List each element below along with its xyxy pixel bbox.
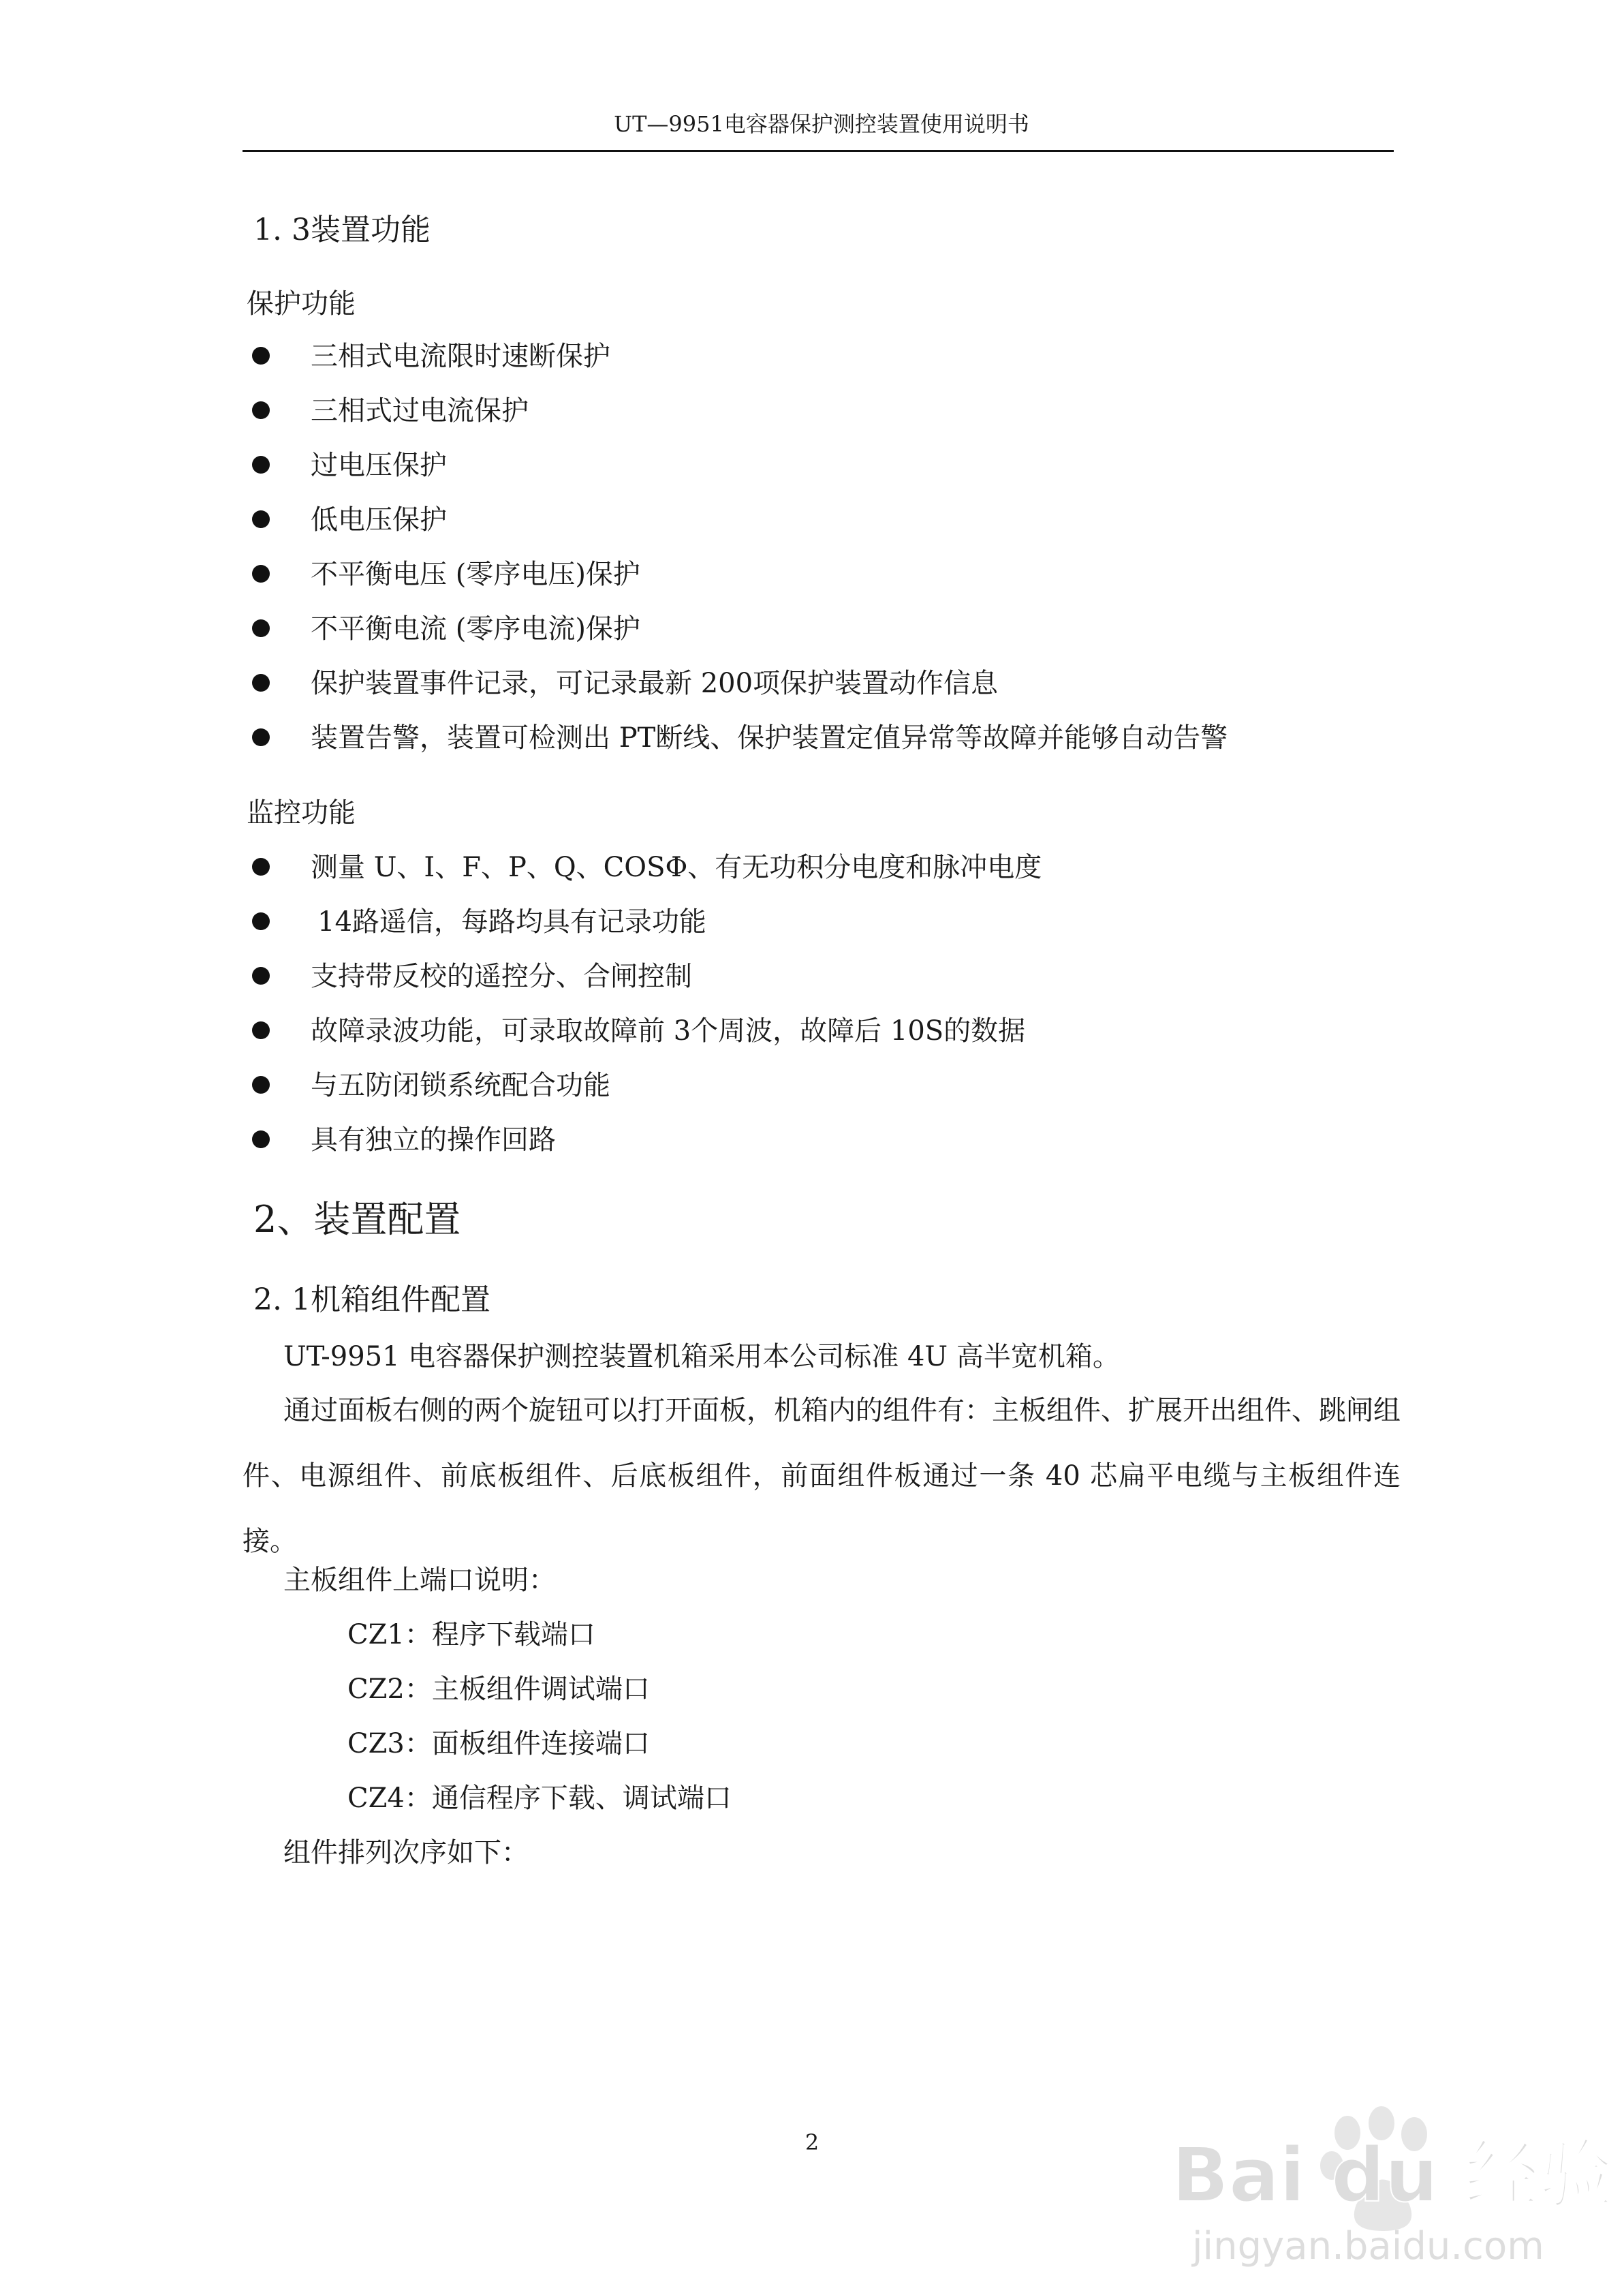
- bullet-icon: [252, 510, 270, 528]
- list-item: 具有独立的操作回路: [311, 1122, 556, 1158]
- list-item: 保护装置事件记录，可记录最新 200项保护装置动作信息: [311, 666, 998, 701]
- section-1-3-heading: 1. 3装置功能: [253, 213, 431, 247]
- bullet-icon: [252, 912, 270, 930]
- list-item: 过电压保护: [311, 448, 447, 483]
- bullet-icon: [252, 858, 270, 876]
- port-item: CZ3：面板组件连接端口: [347, 1728, 650, 1759]
- paragraph: UT-9951 电容器保护测控装置机箱采用本公司标准 4U 高半宽机箱。: [283, 1341, 1120, 1372]
- list-item: 三相式电流限时速断保护: [311, 339, 610, 374]
- list-item: 支持带反校的遥控分、合闸控制: [311, 959, 692, 994]
- monitoring-title: 监控功能: [247, 797, 356, 829]
- list-item: 测量 U、I、F、P、Q、COSΦ、有无功积分电度和脉冲电度: [311, 850, 1042, 885]
- paragraph: 通过面板右侧的两个旋钮可以打开面板，机箱内的组件有：主板组件、扩展开出组件、跳闸组件、电源组件、前底板组件、后底板组件，前面组件板通过一条 40 芯扁平电缆与主板组件连接。: [243, 1395, 1401, 1557]
- list-item: 三相式过电流保护: [311, 393, 529, 429]
- list-item: 故障录波功能，可录取故障前 3个周波，故障后 10S的数据: [311, 1013, 1025, 1049]
- bullet-icon: [252, 728, 270, 746]
- bullet-icon: [252, 1021, 270, 1039]
- section-2-1-heading: 2. 1机箱组件配置: [253, 1282, 490, 1317]
- bullet-icon: [252, 674, 270, 692]
- list-item: 与五防闭锁系统配合功能: [311, 1068, 610, 1103]
- port-item: CZ4：通信程序下载、调试端口: [347, 1783, 732, 1814]
- list-item: 14路遥信，每路均具有记录功能: [317, 904, 706, 940]
- bullet-icon: [252, 347, 270, 365]
- list-item: 不平衡电流 (零序电流)保护: [311, 611, 640, 647]
- header-rule: [243, 150, 1394, 152]
- bullet-icon: [252, 565, 270, 583]
- watermark-url: jingyan.baidu.com: [1192, 2224, 1544, 2268]
- ports-title: 主板组件上端口说明：: [283, 1565, 556, 1596]
- bullet-icon: [252, 401, 270, 419]
- port-item: CZ2：主板组件调试端口: [347, 1674, 650, 1705]
- page-number: 2: [805, 2129, 819, 2155]
- bullet-icon: [252, 1076, 270, 1094]
- bullet-icon: [252, 456, 270, 474]
- baidu-jingyan-watermark: [1151, 2085, 1614, 2276]
- port-item: CZ1：程序下载端口: [347, 1619, 595, 1650]
- running-header: UT—9951电容器保护测控装置使用说明书: [614, 111, 1029, 137]
- list-item: 装置告警，装置可检测出 PT断线、保护装置定值异常等故障并能够自动告警: [311, 720, 1228, 756]
- order-text: 组件排列次序如下：: [283, 1837, 529, 1868]
- protection-title: 保护功能: [247, 288, 356, 320]
- bullet-icon: [252, 967, 270, 985]
- list-item: 不平衡电压 (零序电压)保护: [311, 557, 640, 592]
- list-item: 低电压保护: [311, 502, 447, 538]
- section-2-heading: 2、装置配置: [253, 1198, 461, 1241]
- watermark-brand: Bai du 经验: [1172, 2131, 1614, 2219]
- bullet-icon: [252, 619, 270, 637]
- bullet-icon: [252, 1130, 270, 1148]
